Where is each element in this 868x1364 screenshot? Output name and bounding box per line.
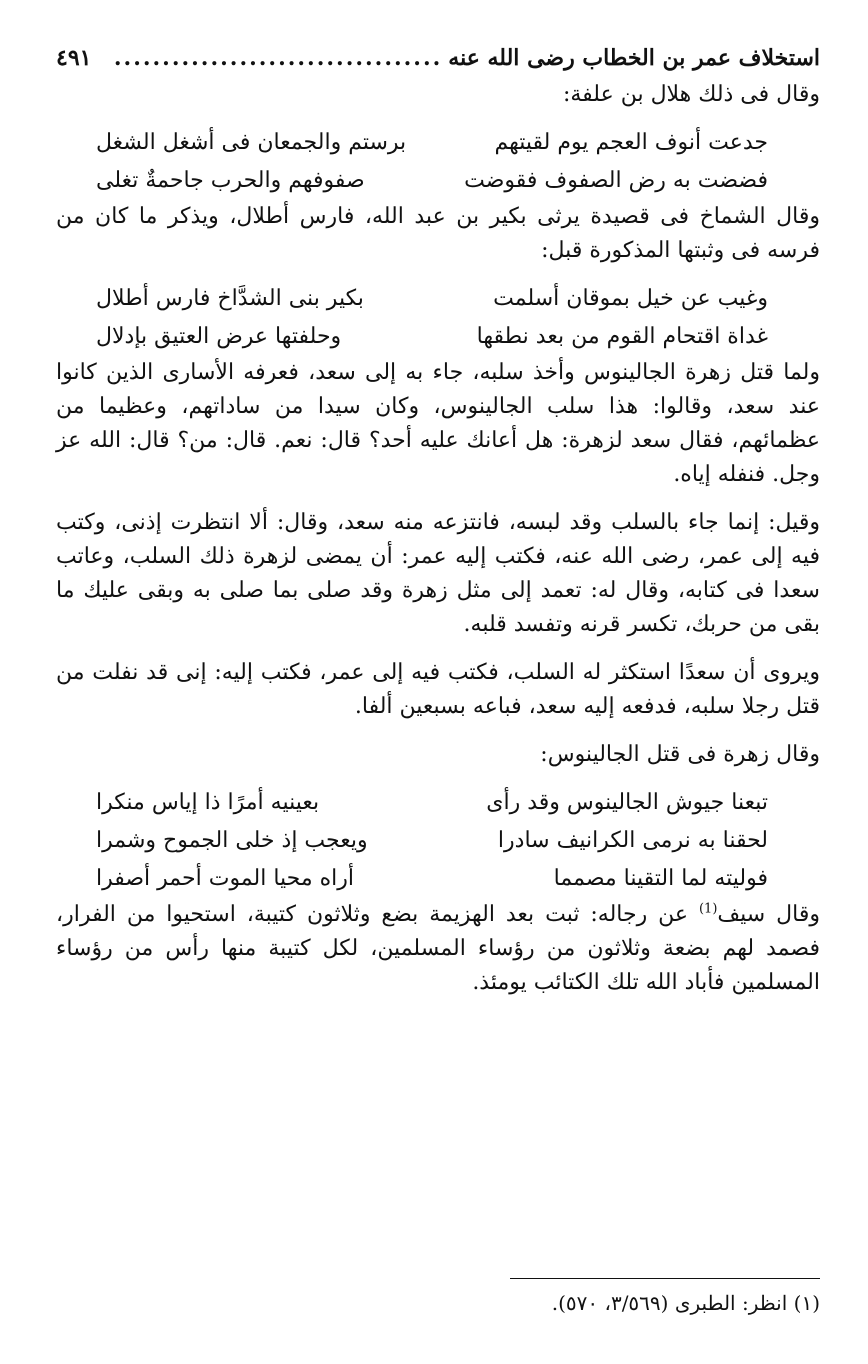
verse-line	[96, 124, 768, 162]
paragraph-4: وقيل: إنما جاء بالسلب وقد لبسه، فانتزعه منه سعد، وقال: ألا انتظرت إذنى، وكتب فيه إلى عمر، رضى الله عنه، فكتب إليه عمر: أن يمضى لزهرة ذلك السلب، وعاتب سعدا فى كتابه، وقال له: تعمد إلى مثل زهرة وقد صلى بما صلى به وبقى عليك ما بقى من حربك، تكسر قرنه وتفسد قلبه.	[56, 510, 820, 637]
verse-line	[96, 318, 768, 356]
paragraph-5: ويروى أن سعدًا استكثر له السلب، فكتب فيه إلى عمر، فكتب إليه: إنى قد نفلت من قتل رجلا سلبه، فدفعه إليه سعد، فباعه بسبعين ألفا.	[56, 660, 820, 719]
running-header	[56, 38, 820, 78]
intro-paragraph-6: وقال زهرة فى قتل الجالينوس:	[540, 742, 820, 767]
verse-second-hemistich: صفوفهم والحرب جاحمةٌ تغلى	[96, 168, 365, 193]
verse-first-hemistich: تبعنا جيوش الجالينوس وقد رأى	[486, 790, 768, 815]
header-title: استخلاف عمر بن الخطاب رضى الله عنه	[448, 45, 820, 71]
verse-first-hemistich: جدعت أنوف العجم يوم لقيتهم	[494, 130, 768, 155]
header-dot-leader: ..................................	[113, 45, 443, 71]
paragraph-3: ولما قتل زهرة الجالينوس وأخذ سلبه، جاء به إلى سعد، فعرفه الأسارى الذين كانوا عند سعد، وقالوا: هذا سلب الجالينوس، وكان سيدا من ساداتهم، وعظيما من عظمائهم، فقال سعد لزهرة: هل أعانك عليه أحد؟ قال: نعم. قال: من؟ قال: الله عز وجل. فنفله إياه.	[56, 360, 820, 487]
verse-line	[96, 860, 768, 898]
poem-1	[56, 124, 820, 200]
verse-second-hemistich: أراه محيا الموت أحمر أصفرا	[96, 866, 355, 891]
verse-first-hemistich: فوليته لما التقينا مصمما	[553, 866, 768, 891]
verse-second-hemistich: بعينيه أمرًا ذا إياس منكرا	[96, 790, 320, 815]
intro-paragraph-1: وقال فى ذلك هلال بن علفة:	[562, 82, 820, 107]
verse-line	[96, 162, 768, 200]
verse-first-hemistich: فضضت به رض الصفوف فقوضت	[464, 168, 768, 193]
verse-line	[96, 784, 768, 822]
footnote: (١) انظر: الطبرى (٣/٥٦٩، ٥٧٠).	[551, 1291, 820, 1315]
page-number: ٤٩١	[56, 45, 92, 71]
verse-second-hemistich: بكير بنى الشدَّاخ فارس أطلال	[96, 286, 364, 311]
verse-line	[96, 280, 768, 318]
verse-line	[96, 822, 768, 860]
verse-first-hemistich: غداة اقتحام القوم من بعد نطقها	[476, 324, 768, 349]
page-body	[56, 78, 820, 1000]
poem-3	[56, 784, 820, 898]
verse-second-hemistich: وحلفتها عرض العتيق بإدلال	[96, 324, 342, 349]
paragraph-7	[56, 898, 820, 1000]
paragraph-7-lead: وقال سيف	[717, 902, 820, 927]
footnote-divider	[510, 1278, 820, 1279]
verse-first-hemistich: لحقنا به نرمى الكرانيف سادرا	[497, 828, 768, 853]
poem-2	[56, 280, 820, 356]
verse-second-hemistich: ويعجب إذ خلى الجموح وشمرا	[96, 828, 368, 853]
verse-first-hemistich: وغيب عن خيل بموقان أسلمت	[493, 286, 768, 311]
footnote-reference[interactable]: (1)	[698, 901, 718, 917]
paragraph-7-body: عن رجاله: ثبت بعد الهزيمة بضع وثلاثون كتيبة، استحيوا من الفرار، فصمد لهم بضعة وثلاثون من رؤساء المسلمين، لكل كتيبة منها رأس من رؤساء المسلمين فأباد الله تلك الكتائب يومئذ.	[56, 902, 820, 995]
paragraph-2: وقال الشماخ فى قصيدة يرثى بكير بن عبد الله، فارس أطلال، ويذكر ما كان من فرسه فى وثبتها المذكورة قبل:	[56, 204, 820, 263]
verse-second-hemistich: برستم والجمعان فى أشغل الشغل	[96, 130, 407, 155]
